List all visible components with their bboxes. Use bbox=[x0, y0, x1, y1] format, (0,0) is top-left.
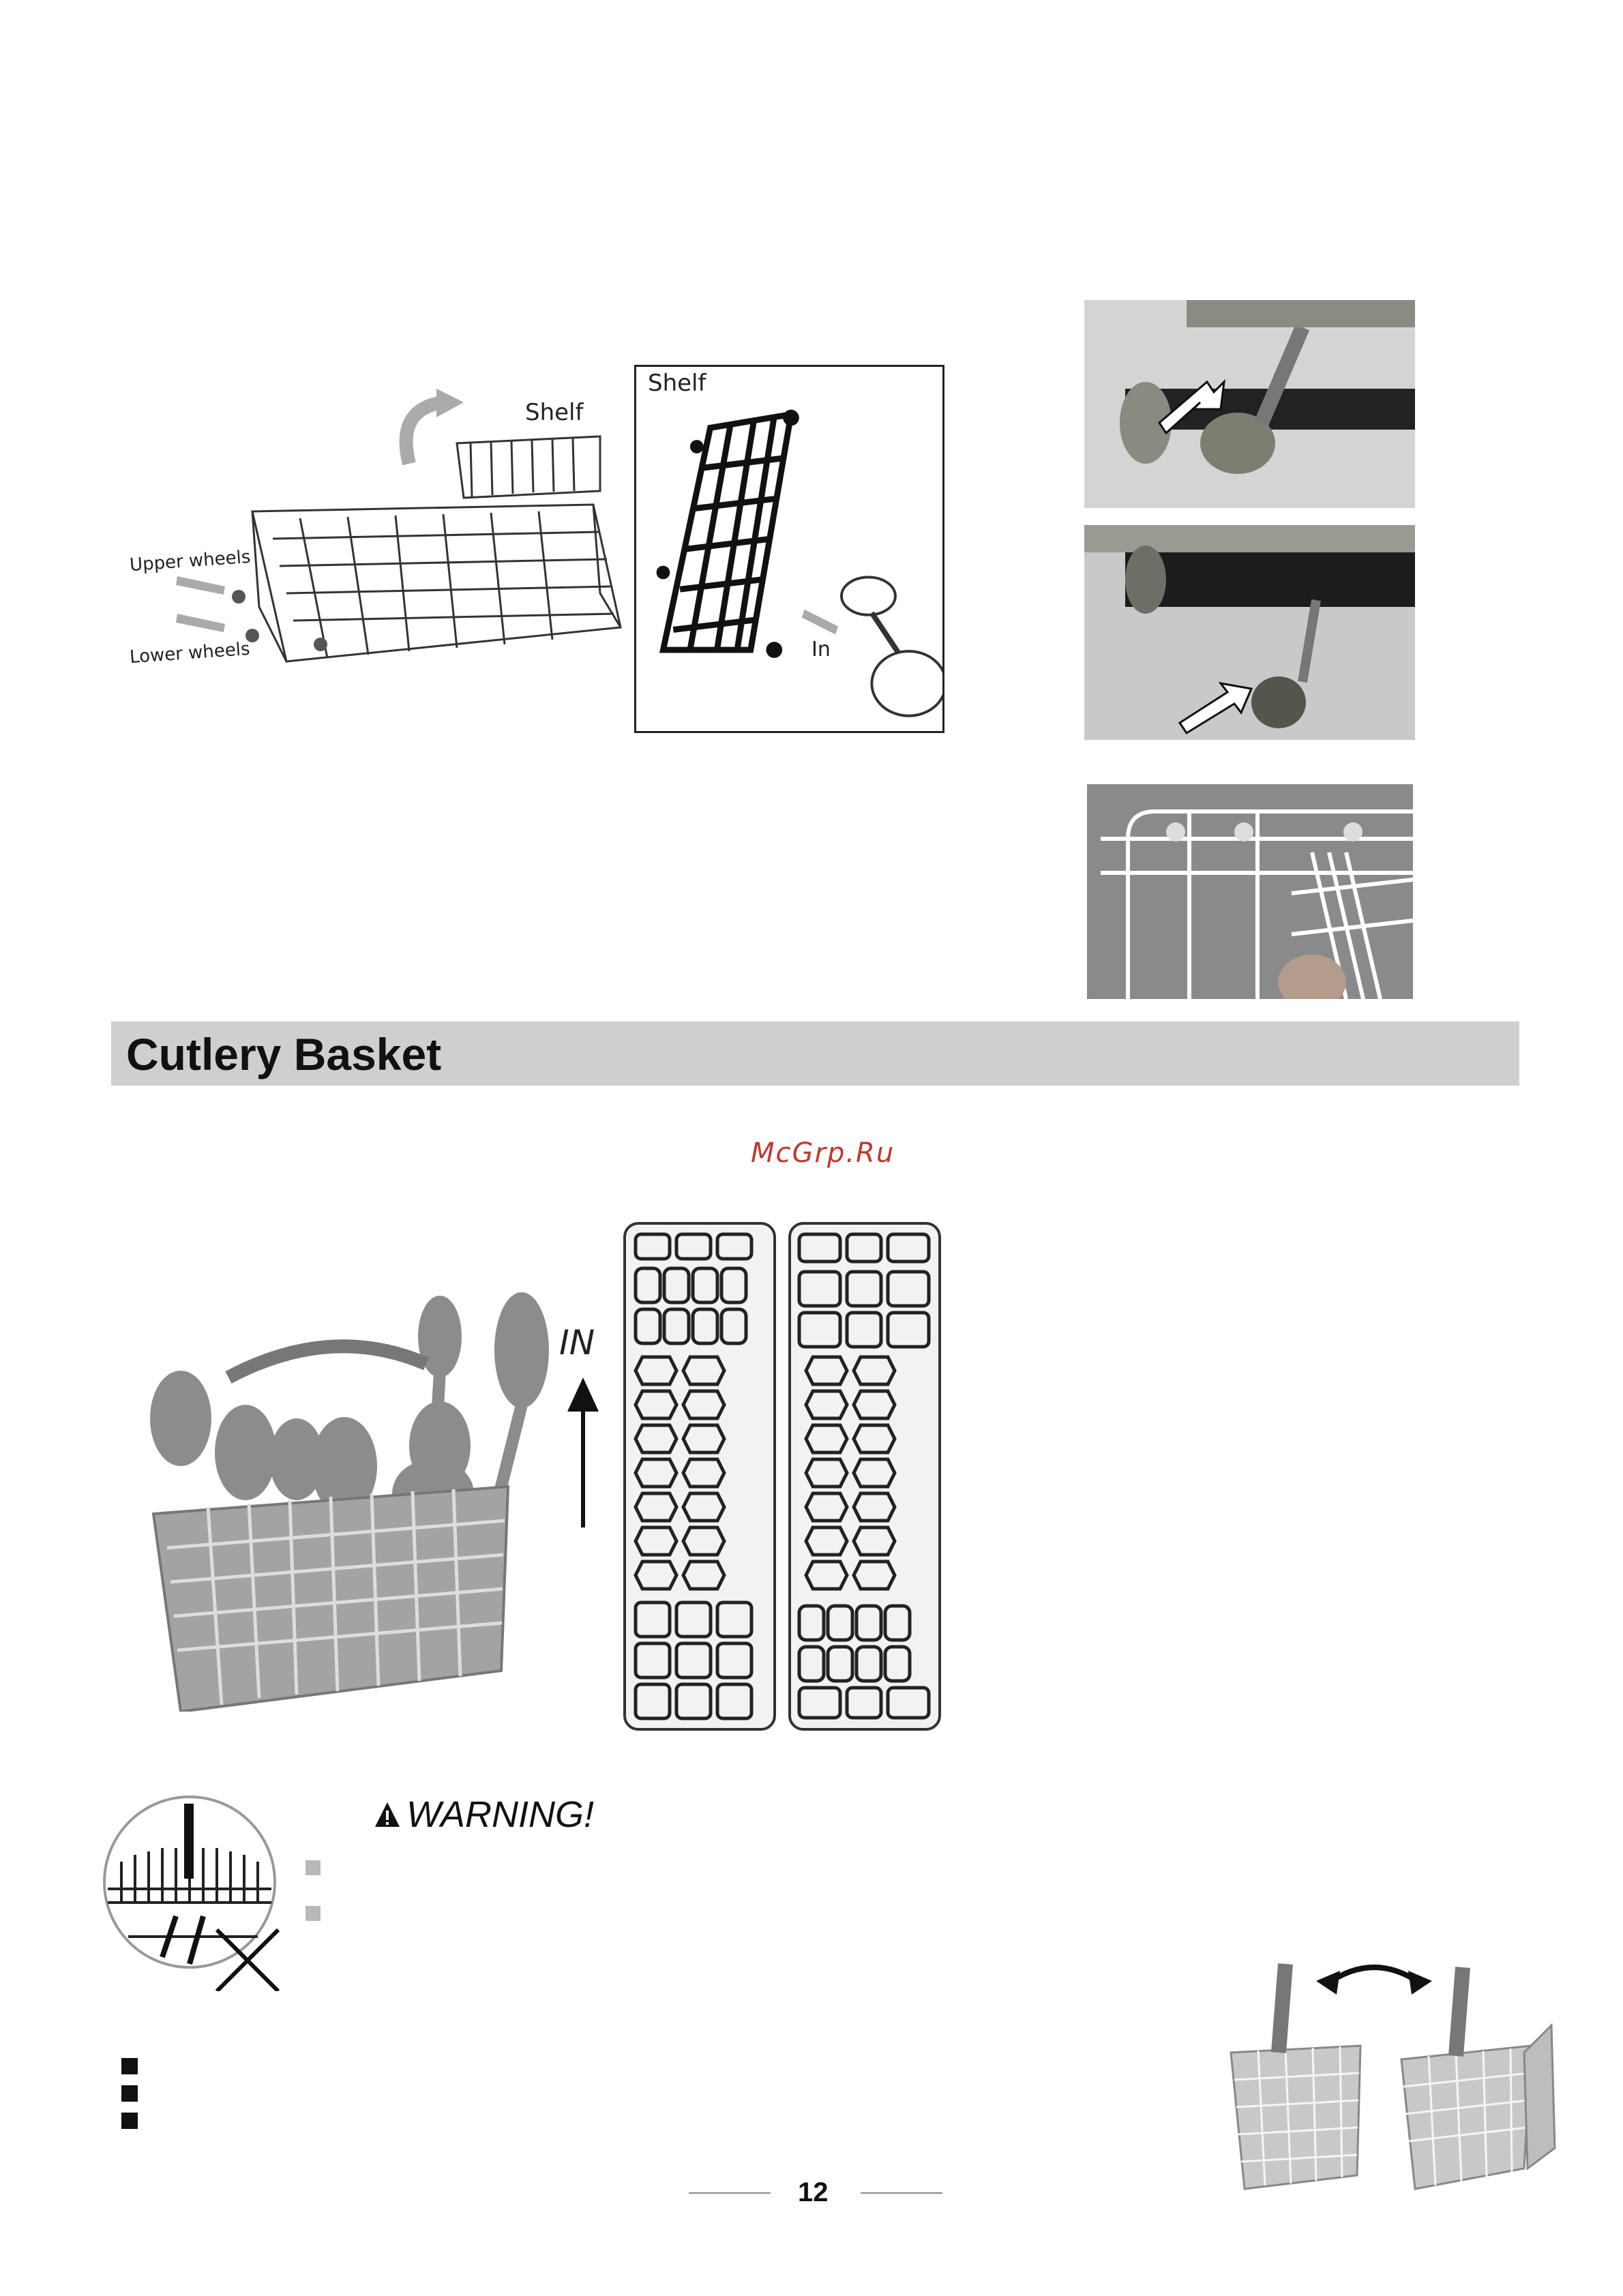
cutlery-basket-illustration bbox=[140, 1289, 559, 1712]
shelf-detail-label: Shelf bbox=[648, 370, 706, 397]
shelf-detail-illustration bbox=[634, 365, 944, 733]
page-number: 12 bbox=[798, 2177, 829, 2207]
wheel-photo-top bbox=[1084, 300, 1415, 508]
watermark: McGrp.Ru bbox=[751, 1137, 895, 1169]
shelf-label: Shelf bbox=[525, 399, 584, 426]
list-bullet bbox=[121, 2085, 138, 2102]
split-basket-illustration bbox=[1204, 1943, 1558, 2203]
wheel-photo-middle bbox=[1084, 525, 1415, 740]
lower-wheels-label: Lower wheels bbox=[129, 638, 251, 668]
knife-placement-warning-illustration bbox=[101, 1793, 285, 1991]
list-bullet bbox=[121, 2058, 138, 2074]
warning-bullet bbox=[306, 1860, 321, 1875]
warning-bullet bbox=[306, 1906, 321, 1921]
page-rule-left bbox=[689, 2192, 771, 2194]
in-label: In bbox=[812, 638, 831, 661]
warning-heading bbox=[374, 1793, 594, 1836]
cutlery-grid-top-view bbox=[622, 1221, 942, 1732]
section-title: Cutlery Basket bbox=[126, 1029, 442, 1079]
page-rule-right bbox=[861, 2192, 942, 2194]
list-bullet bbox=[121, 2113, 138, 2129]
warning-label: WARNING! bbox=[406, 1794, 595, 1835]
rack-photo-bottom bbox=[1087, 784, 1413, 999]
in-direction-label: IN bbox=[559, 1323, 595, 1362]
section-header bbox=[111, 1022, 1519, 1086]
warning-triangle-icon bbox=[374, 1801, 401, 1828]
up-arrow-icon bbox=[566, 1377, 600, 1527]
upper-wheels-label: Upper wheels bbox=[129, 546, 252, 576]
